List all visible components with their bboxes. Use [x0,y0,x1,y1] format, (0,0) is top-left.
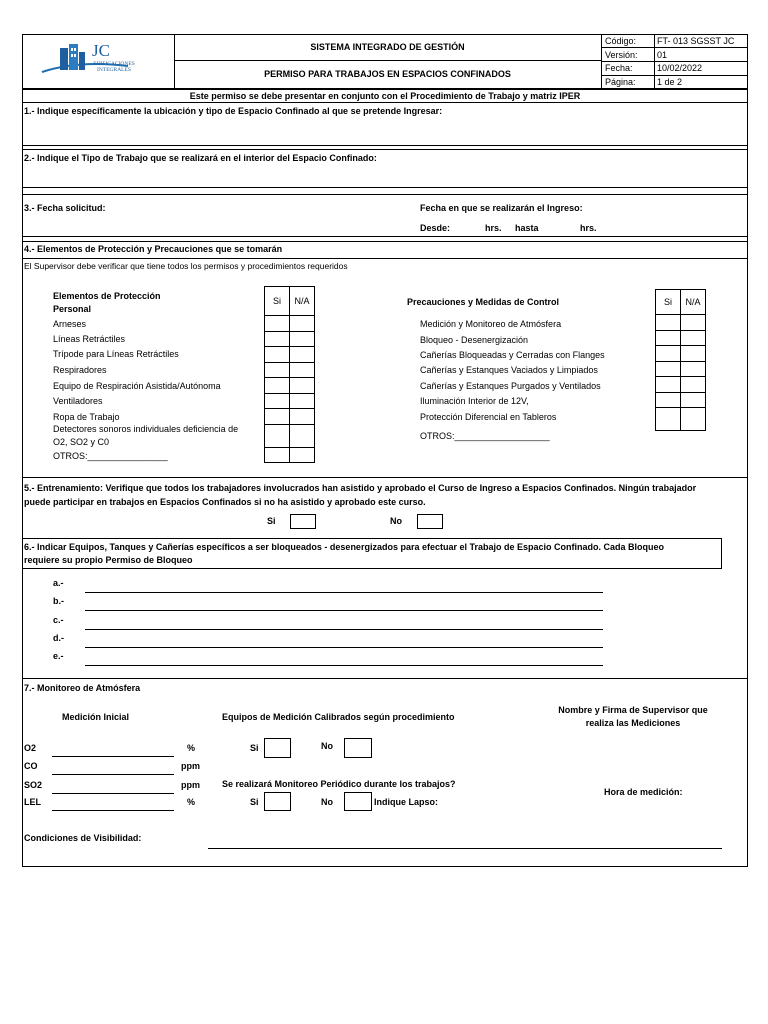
notice-divider [22,102,748,103]
precaution-item: Bloqueo - Desenergización [420,335,529,345]
precaution-item: Protección Diferencial en Tableros [420,412,557,422]
lockout-item-label: d.- [53,633,64,643]
ppe-detector-line1: Detectores sonoros individuales deficiencia de [53,424,239,434]
section-6-line1: 6.- Indicar Equipos, Tanques y Cañerías específicos a ser bloqueados - desenergizados para efectuar el Trabajo de Espacio Confinado. Cada Bloqueo [24,542,665,552]
ppe-na-checkbox[interactable] [290,362,315,378]
ppe-header-line2: Personal [53,304,92,314]
supervisor-label-line1: Nombre y Firma de Supervisor que [558,705,708,715]
visibility-line[interactable] [208,848,722,849]
medicion-inicial-label: Medición Inicial [62,712,130,722]
ppe-col-na: N/A [290,287,315,316]
section-1-title: 1.- Indique específicamente la ubicación y tipo de Espacio Confinado al que se pretende Ingresar: [24,106,443,116]
company-short-name: JC [92,41,110,60]
ppe-si-checkbox[interactable] [265,347,290,363]
fecha-ingreso-label: Fecha en que se realizarán el Ingreso: [420,203,583,213]
training-si-checkbox[interactable] [290,514,316,529]
meta-page-label: Página: [605,77,636,87]
calibrated-si-checkbox[interactable] [264,738,291,758]
gas-unit: % [187,743,196,753]
prec-na-checkbox[interactable] [681,330,706,346]
gas-unit: % [187,797,196,807]
training-si-label: Si [267,516,276,526]
periodic-no-label: No [321,797,333,807]
ppe-si-checkbox[interactable] [265,331,290,347]
notice-text: Este permiso se debe presentar en conjunto con el Procedimiento de Trabajo y matriz IPER [189,91,581,101]
gas-name: LEL [24,797,41,807]
section-7-title: 7.- Monitoreo de Atmósfera [24,683,141,693]
lockout-item-line[interactable] [85,592,603,593]
ppe-item: Trípode para Líneas Retráctiles [53,349,179,359]
lockout-item-label: a.- [53,578,64,588]
ppe-si-checkbox[interactable] [265,409,290,425]
section-5-line1: 5.- Entrenamiento: Verifique que todos los trabajadores involucrados han asistido y aprobado el Curso de Ingreso a Espacios Confinados. Ningún trabajador [24,483,697,493]
precaution-item: Cañerías y Estanques Vaciados y Limpiados [420,365,598,375]
gas-name: O2 [24,743,37,753]
periodic-monitoring-label: Se realizará Monitoreo Periódico durante los trabajos? [222,779,456,789]
ppe-na-checkbox[interactable] [290,331,315,347]
section-4-title: 4.- Elementos de Protección y Precauciones que se tomarán [24,244,283,254]
desde-label: Desde: [420,223,451,233]
gas-value-line[interactable] [52,756,174,757]
gas-name: SO2 [24,780,43,790]
precaution-item: Cañerías Bloqueadas y Cerradas con Flanges [420,350,605,360]
meta-row-divider [601,75,748,76]
ppe-otros-field[interactable]: OTROS:________________ [53,451,168,461]
gas-name: CO [24,761,38,771]
gas-value-line[interactable] [52,810,174,811]
meta-version-value: 01 [657,50,668,60]
precautions-checkbox-grid [655,289,706,431]
prec-si-checkbox[interactable] [656,361,681,377]
prec-na-checkbox[interactable] [681,346,706,362]
meta-page-value: 1 de 2 [657,77,683,87]
section-2-title: 2.- Indique el Tipo de Trabajo que se realizará en el interior del Espacio Confinado: [24,153,377,163]
meta-row-divider [601,61,748,62]
equipos-calibrados-label: Equipos de Medición Calibrados según procedimiento [222,712,455,722]
ppe-header-line1: Elementos de Protección [53,291,161,301]
prec-si-checkbox[interactable] [656,392,681,408]
training-no-checkbox[interactable] [417,514,443,529]
section-3-frame [22,194,748,237]
hasta-label: hasta [515,223,539,233]
ppe-item: Arneses [53,319,87,329]
measurement-time-label: Hora de medición: [604,787,683,797]
lapse-label: Indique Lapso: [374,797,438,807]
gas-unit: ppm [181,780,200,790]
lockout-item-line[interactable] [85,610,603,611]
section-1-divider [22,145,748,146]
precaution-item: Medición y Monitoreo de Atmósfera [420,319,562,329]
gas-unit: ppm [181,761,200,771]
ppe-item: Líneas Retráctiles [53,334,126,344]
ppe-si-checkbox[interactable] [265,424,290,447]
lockout-item-line[interactable] [85,647,603,648]
ppe-si-checkbox[interactable] [265,316,290,332]
gas-value-line[interactable] [52,793,174,794]
precaution-otros-field[interactable]: OTROS:___________________ [420,431,550,441]
calibrated-no-label: No [321,741,333,751]
header-divider-title [174,60,601,61]
ppe-detector-line2: O2, SO2 y C0 [53,437,110,447]
ppe-item: Respiradores [53,365,107,375]
lockout-item-label: b.- [53,596,64,606]
ppe-item: Ventiladores [53,396,103,406]
calibrated-si-label: Si [250,743,259,753]
hrs-label-1: hrs. [485,223,502,233]
ppe-si-checkbox[interactable] [265,393,290,409]
ppe-na-checkbox[interactable] [290,393,315,409]
prec-si-checkbox[interactable] [656,346,681,362]
document-title: PERMISO PARA TRABAJOS EN ESPACIOS CONFINADOS [264,69,511,79]
hrs-label-2: hrs. [580,223,597,233]
precaution-item: Iluminación Interior de 12V, [420,396,529,406]
prec-na-checkbox[interactable] [681,377,706,393]
ppe-na-checkbox[interactable] [290,409,315,425]
company-full-name: EDIFICACIONES INTEGRALES [93,61,135,73]
ppe-col-si: Si [265,287,290,316]
section-4-subtitle: El Supervisor debe verificar que tiene todos los permisos y procedimientos requeridos [24,261,348,271]
fecha-solicitud-label: 3.- Fecha solicitud: [24,203,106,213]
precaution-item: Cañerías y Estanques Purgados y Ventilados [420,381,601,391]
meta-code-label: Código: [605,36,637,46]
ppe-na-checkbox[interactable] [290,424,315,447]
ppe-si-checkbox[interactable] [265,447,290,463]
prec-col-na: N/A [681,290,706,315]
supervisor-label-line2: realiza las Mediciones [585,718,681,728]
precautions-header: Precauciones y Medidas de Control [407,297,560,307]
meta-version-label: Versión: [605,50,638,60]
lockout-item-line[interactable] [85,629,603,630]
periodic-si-checkbox[interactable] [264,792,291,811]
prec-si-checkbox[interactable] [656,315,681,331]
visibility-label: Condiciones de Visibilidad: [24,833,142,843]
ppe-item: Ropa de Trabajo [53,412,120,422]
section-6-bottom-divider [22,678,748,679]
training-no-label: No [390,516,402,526]
ppe-na-checkbox[interactable] [290,316,315,332]
lockout-item-label: c.- [53,615,64,625]
periodic-si-label: Si [250,797,259,807]
gas-value-line[interactable] [52,774,174,775]
prec-col-si: Si [656,290,681,315]
prec-si-checkbox[interactable] [656,408,681,431]
prec-na-checkbox[interactable] [681,392,706,408]
ppe-na-checkbox[interactable] [290,347,315,363]
prec-si-checkbox[interactable] [656,330,681,346]
ppe-na-checkbox[interactable] [290,378,315,394]
section-5-line2: puede participar en trabajos en Espacios Confinados si no ha asistido y aprobado este curso. [24,497,426,507]
ppe-si-checkbox[interactable] [265,378,290,394]
section-6-line2: requiere su propio Permiso de Bloqueo [24,555,193,565]
meta-row-divider [601,47,748,48]
meta-date-label: Fecha: [605,63,633,73]
prec-si-checkbox[interactable] [656,377,681,393]
calibrated-no-checkbox[interactable] [344,738,372,758]
ppe-na-checkbox[interactable] [290,447,315,463]
prec-na-checkbox[interactable] [681,315,706,331]
meta-date-value: 10/02/2022 [657,63,703,73]
prec-na-checkbox[interactable] [681,361,706,377]
section-4-bottom-divider [22,477,748,478]
lockout-item-label: e.- [53,651,64,661]
system-title: SISTEMA INTEGRADO DE GESTIÓN [310,42,465,52]
ppe-checkbox-grid [264,286,315,463]
prec-na-checkbox[interactable] [681,408,706,431]
lockout-item-line[interactable] [85,665,603,666]
periodic-no-checkbox[interactable] [344,792,372,811]
ppe-si-checkbox[interactable] [265,362,290,378]
meta-code-value: FT- 013 SGSST JC [657,36,735,46]
ppe-item: Equipo de Respiración Asistida/Autónoma [53,381,221,391]
